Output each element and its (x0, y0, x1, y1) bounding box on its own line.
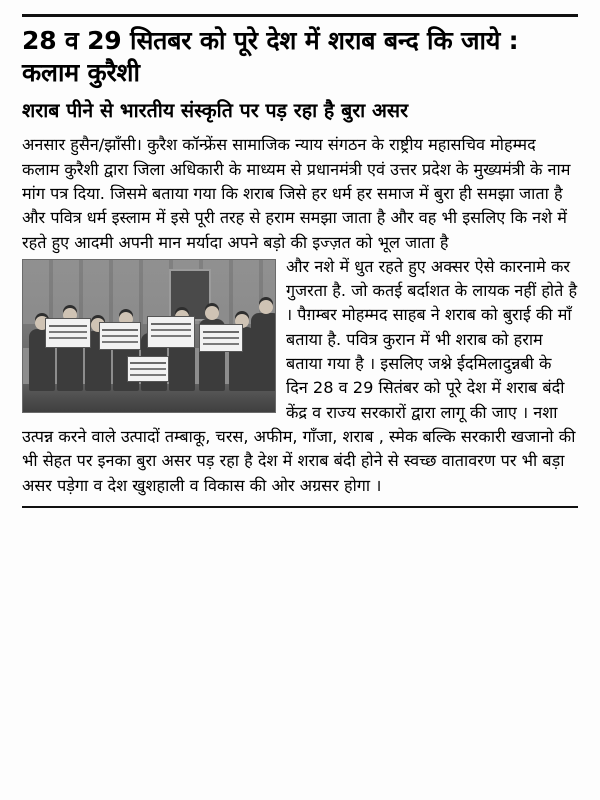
article-paragraph-1: अनसार हुसैन/झाँसी। कुरैश कॉन्फ्रेंस सामाजिक न्याय संगठन के राष्ट्रीय महासचिव मोहम्मद कलाम कुरैशी द्वारा जिला अधिकारी के माध्यम से प्रधानमंत्री एवं उत्तर प्रदेश के मुख्यमंत्री के नाम मांग पत्र दिया. जिसमे बताया गया कि शराब जिसे हर धर्म हर समाज में बुरा ही समझा जाता है और पवित्र धर्म इस्लाम में इसे पूरी तरह से हराम समझा जाता है और वह भी इसलिए कि नशे में रहते हुए आदमी अपनी मान मर्यादा अपने बड़ो की इज्ज़त को भूल जाता है (22, 135, 571, 252)
photo-placard (45, 318, 91, 348)
bottom-divider (22, 506, 578, 508)
photo-placard (199, 324, 243, 352)
page-title: 28 व 29 सितबर को पूरे देश में शराब बन्द कि जाये : कलाम कुरैशी (22, 26, 519, 87)
article-photo (22, 259, 276, 413)
photo-placard (127, 356, 169, 382)
article-subheading: शराब पीने से भारतीय संस्कृति पर पड़ रहा है बुरा असर (22, 99, 409, 122)
article-body (22, 133, 578, 497)
article-paragraph-2: और नशे में धुत रहते हुए अक्सर ऐसे कारनामे कर गुजरता है. जो कतई बर्दाशत के लायक नहीं होते है । पैग़म्बर मोहम्मद साहब ने शराब को बुराई की माँ बताया है. पवित्र कुरान में भी शराब को हराम बताया गया है । इसलिए जश्ने ईदमिलादुन्नबी के दिन 28 व 29 सितंबर को पूरे देश में शराब बंदी केंद्र व राज्य सरकारों द्वारा लागू की जाए । नशा उत्पन्न करने वाले उत्पादों तम्बाकू, चरस, अफीम, गाँजा, शराब , स्मेक बल्कि सरकारी खजानो की भी सेहत पर इनका बुरा असर पड़ रहा है देश में शराब बंदी होने से स्वच्छ वातावरण पर भी बड़ा असर पड़ेगा व देश खुशहाली व विकास की ओर अग्रसर होगा । (22, 256, 578, 495)
top-divider (22, 14, 578, 17)
photo-person (251, 313, 276, 391)
photo-placard (147, 316, 195, 348)
photo-placard (99, 322, 141, 350)
